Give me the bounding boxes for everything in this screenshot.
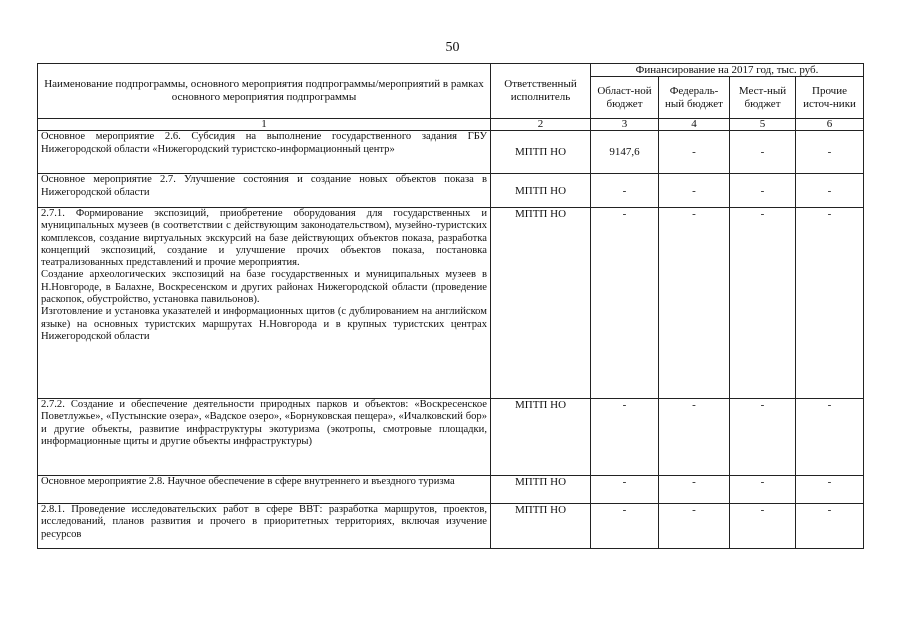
regional-budget-cell: -: [591, 504, 659, 549]
local-budget-cell: -: [730, 399, 796, 476]
description-paragraph: 2.7.1. Формирование экспозиций, приобретение оборудования для государственных и муниципальных музеев (в соответствии с действующим законодательством), музейно-туристских комплексов, создание виртуальных экскурсий на базе действующих объектов показа, разработка концепций экспозиций, создание и улучшение прочих объектов показа, постановка театрализованных представлений и прочие мероприятия.: [41, 208, 487, 269]
header-regional-budget: Област-ной бюджет: [591, 77, 659, 119]
header-other-sources: Прочие источ-ники: [796, 77, 864, 119]
other-sources-cell: -: [796, 174, 864, 208]
header-federal-budget: Федераль-ный бюджет: [659, 77, 730, 119]
local-budget-cell: -: [730, 504, 796, 549]
executor-cell: МПТП НО: [491, 208, 591, 399]
federal-budget-cell: -: [659, 208, 730, 399]
other-sources-cell: -: [796, 399, 864, 476]
measure-description: 2.8.1. Проведение исследовательских работ в сфере ВВТ: разработка маршрутов, проектов, исследований, планов развития и прочего в приоритетных территориях, включая изучение ресурсов: [38, 504, 491, 549]
column-number: 5: [730, 119, 796, 131]
other-sources-cell: -: [796, 476, 864, 504]
regional-budget-cell: -: [591, 174, 659, 208]
header-executor-column: Ответственный исполнитель: [491, 64, 591, 119]
local-budget-cell: -: [730, 476, 796, 504]
measure-title: Основное мероприятие 2.8. Научное обеспечение в сфере внутреннего и въездного туризма: [38, 476, 491, 504]
federal-budget-cell: -: [659, 174, 730, 208]
local-budget-cell: -: [730, 208, 796, 399]
table-row: [38, 399, 864, 476]
measure-description: 2.7.2. Создание и обеспечение деятельности природных парков и объектов: «Воскресенское Поветлужье», «Пустынские озера», «Вадское озеро», «Борнуковская пещера», «Ичалковский бор» и другие объекты, развитие инфраструктуры экотуризма (экотропы, смотровые площадки, информационные щиты и другие объекты инфраструктуры): [38, 399, 491, 476]
regional-budget-cell: -: [591, 476, 659, 504]
table-row: [38, 131, 864, 174]
federal-budget-cell: -: [659, 504, 730, 549]
column-number: 1: [38, 119, 491, 131]
other-sources-cell: -: [796, 504, 864, 549]
page-number: 50: [445, 40, 460, 55]
description-paragraph: Создание археологических экспозиций на базе государственных и муниципальных музеев в Н.Новгороде, в Балахне, Воскресенском и других районах Нижегородской области (проведение раскопок, обустройство, установка павильонов).: [41, 269, 487, 306]
header-financing-title: Финансирование на 2017 год, тыс. руб.: [591, 64, 864, 77]
executor-cell: МПТП НО: [491, 504, 591, 549]
financing-table: [37, 63, 864, 549]
regional-budget-cell: -: [591, 208, 659, 399]
other-sources-cell: -: [796, 208, 864, 399]
column-numbers-row: [38, 119, 864, 131]
header-local-budget: Мест-ный бюджет: [730, 77, 796, 119]
description-paragraph: Изготовление и установка указателей и информационных щитов (с дублированием на английском языке) на основных туристских маршрутах Н.Новгорода и в крупных туристских центрах Нижегородской области: [41, 306, 487, 342]
executor-cell: МПТП НО: [491, 399, 591, 476]
federal-budget-cell: -: [659, 131, 730, 174]
table-row: [38, 504, 864, 549]
regional-budget-cell: -: [591, 399, 659, 476]
federal-budget-cell: -: [659, 399, 730, 476]
table-row: [38, 208, 864, 399]
measure-title: Основное мероприятие 2.6. Субсидия на выполнение государственного задания ГБУ Нижегородской области «Нижегородский туристско-информационный центр»: [38, 131, 491, 174]
column-number: 6: [796, 119, 864, 131]
header-name-column: Наименование подпрограммы, основного мероприятия подпрограммы/мероприятий в рамках основного мероприятия подпрограммы: [38, 64, 491, 119]
executor-cell: МПТП НО: [491, 174, 591, 208]
table-row: [38, 174, 864, 208]
executor-cell: МПТП НО: [491, 131, 591, 174]
executor-cell: МПТП НО: [491, 476, 591, 504]
local-budget-cell: -: [730, 174, 796, 208]
other-sources-cell: -: [796, 131, 864, 174]
local-budget-cell: -: [730, 131, 796, 174]
measure-title: Основное мероприятие 2.7. Улучшение состояния и создание новых объектов показа в Нижегородской области: [38, 174, 491, 208]
column-number: 4: [659, 119, 730, 131]
column-number: 2: [491, 119, 591, 131]
federal-budget-cell: -: [659, 476, 730, 504]
column-number: 3: [591, 119, 659, 131]
regional-budget-cell: 9147,6: [591, 131, 659, 174]
measure-description: [38, 208, 491, 399]
table-row: [38, 476, 864, 504]
